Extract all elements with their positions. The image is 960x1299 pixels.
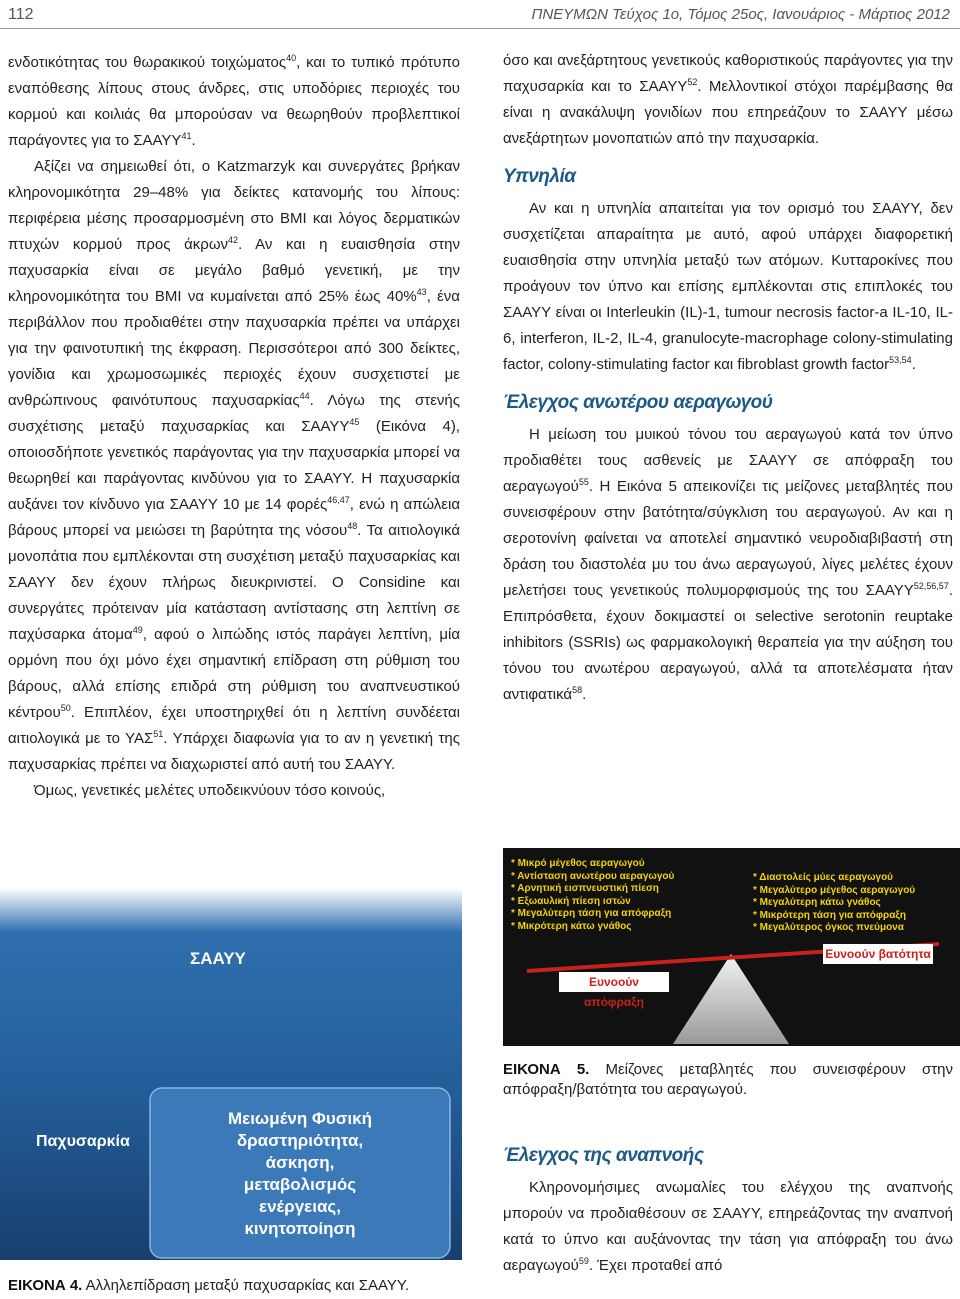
activity-line-5: ενέργειας, (259, 1197, 341, 1216)
obesity-label: Παχυσαρκία (36, 1133, 130, 1150)
activity-line-4: μεταβολισμός (243, 1175, 357, 1194)
right-column-bottom (503, 1143, 953, 1279)
balance-fulcrum (673, 954, 789, 1044)
left-paragraph-2: Αξίζει να σημειωθεί ότι, ο Katzmarzyk και συνεργάτες βρήκαν κληρονομικότητα 29–48% για δείκτες κατανομής του λίπους: περιφέρεια μέσης προσαρμοσμένη στο BMI και λόγος δερματικών πτυχών κορμού προς άκρων$^{42}$. Αν και η ευαισθησία στην παχυσαρκία είναι σε μεγάλο βαθμό γενετική, με την κληρονομικότητα του BMI να κυμαίνεται από 25% έως 40%$^{43}$, ένα περιβάλλον που προδιαθέτει στην παχυσαρκία πρέπει να υπάρχει για την φαινοτυπική της έκφραση. Περισσότεροι από 300 δείκτες, γονίδια και χρωμοσωμικές περιοχές έχουν συσχετιστεί με ανθρώπινους φαινότυπους παχυσαρκίας$^{44}$. Λόγω της στενής συσχέτισης μεταξύ παχυσαρκίας και ΣΑΑΥΥ$^{45}$ (Εικόνα 4), οποιοσδήποτε γενετικός παράγοντας για την παχυσαρκία μπορεί να θεωρηθεί και παράγοντας κινδύνου για το ΣΑΑΥΥ. Η παχυσαρκία αυξάνει τον κίνδυνο για ΣΑΑΥΥ 10 με 14 φορές$^{46,47}$, ενώ η απώλεια βάρους μπορεί να μειώσει τη βαρύτητα της νόσου$^{48}$. Τα αιτιολογικά μονοπάτια που εμπλέκονται στη συσχέτιση μεταξύ παχυσαρκίας και ΣΑΑΥΥ δεν έχουν πλήρως διευκρινιστεί. Ο Considine και συνεργάτες πρότειναν μία κατάσταση αντίστασης στη λεπτίνη σε παχύσαρκα άτομα$^{49}$, αφού ο λιπώδης ιστός παράγει λεπτίνη, μία ορμόνη που όχι μόνο έχει σημαντική επίδραση στη ρύθμιση του βάρους, αλλά επίσης επιδρά στη ρύθμιση του αναπνευστικού κέντρου$^{50}$. Επιπλέον, έχει υποστηριχθεί ότι η λεπτίνη συνδέεται αιτιολογικά με το ΥΑΣ$^{51}$. Υπάρχει διαφωνία για το αν η γενετική της παχυσαρκίας πρέπει να διαχωριστεί από αυτή του ΣΑΑΥΥ. (8, 158, 460, 773)
activity-line-3: άσκηση, (265, 1153, 335, 1172)
figure-4-caption: ΕΙΚΟΝΑ 4. Αλληλεπίδραση μεταξύ παχυσαρκίας και ΣΑΑΥΥ. (8, 1277, 410, 1294)
list-item: * Μεγαλύτερη κάτω γνάθος (753, 897, 881, 908)
left-paragraph-3: Όμως, γενετικές μελέτες υποδεικνύουν τόσο κοινούς, (34, 782, 386, 799)
heading-sleepiness: Υπνηλία (503, 166, 576, 187)
left-paragraph-1: ενδοτικότητας του θωρακικού τοιχώματος$^{40}$, και το τυπικό πρότυπο εναπόθεσης λίπους στους άνδρες, στις υποδόριες περιοχές του κορμού και κοιλιάς θα μπορούσαν να θεωρηθούν προβλεπτικοί παράγοντες για το ΣΑΑΥΥ$^{41}$. (8, 53, 460, 149)
list-item: * Αντίσταση ανωτέρου αεραγωγού (511, 870, 675, 882)
list-item: * Μικρότερη κάτω γνάθος (511, 920, 632, 932)
heading-upper-airway: Έλεγχος ανωτέρου αεραγωγού (503, 392, 773, 413)
activity-line-6: κινητοποίηση (244, 1219, 356, 1238)
list-item: * Μεγαλύτερη τάση για απόφραξη (511, 908, 672, 919)
right-column (503, 48, 953, 708)
activity-line-1: Μειωμένη Φυσική (227, 1109, 373, 1128)
list-item: * Μεγαλύτερος όγκος πνεύμονα (753, 922, 904, 933)
journal-title: ΠΝΕΥΜΩΝ Τεύχος 1ο, Τόμος 25ος, Ιανουάριος - Μάρτιος 2012 (531, 6, 950, 23)
heading-breathing-control: Έλεγχος της αναπνοής (503, 1145, 704, 1166)
activity-line-2: δραστηριότητα, (236, 1131, 364, 1150)
right-paragraph-4: Κληρονομήσιμες ανωμαλίες του ελέγχου της αναπνοής μπορούν να προδιαθέσουν σε ΣΑΑΥΥ, επηρεάζοντας την αναπνοή κατά το ύπνο και αυξάνοντας την τάση για απόφραξη του άνω αεραγωγού$^{59}$. Έχει προταθεί από (503, 1179, 953, 1274)
saayy-label: ΣΑΑΥΥ (190, 949, 246, 968)
favor-patency-box: Ευνοούν βατότητα (823, 944, 933, 964)
figure-4 (0, 888, 462, 1260)
list-item: * Μικρότερη τάση για απόφραξη (753, 909, 906, 921)
favor-obstruction-box: Ευνοούν απόφραξη (559, 972, 669, 992)
figure-5-caption: ΕΙΚΟΝΑ 5. Μείζονες μεταβλητές που συνεισφέρουν στην απόφραξη/βατότητα του αεραγωγού. (503, 1061, 953, 1098)
list-item: * Μικρό μέγεθος αεραγωγού (511, 858, 645, 869)
list-item: * Αρνητική εισπνευστική πίεση (511, 883, 659, 894)
right-paragraph-2: Αν και η υπνηλία απαιτείται για τον ορισμό του ΣΑΑΥΥ, δεν συσχετίζεται απαραίτητα με αυτό, αφού υπάρχει διαφορετική ευαισθησία στην υπνηλία μεταξύ των ατόμων. Κυτταροκίνες που προάγουν τον ύπνο και επίσης εμπλέκονται στις επιπλοκές του ΣΑΑΥΥ είναι οι Interleukin (IL)-1, tumour necrosis factor-a IL-10, IL-6, interferon, IL-2, IL-4, granulocyte-macrophage colony-stimulating factor, colony-stimulating factor και fibroblast growth factor$^{53,54}$. (503, 200, 953, 373)
list-item: * Εξωαυλική πίεση ιστών (511, 895, 631, 907)
list-item: * Μεγαλύτερο μέγεθος αεραγωγού (753, 884, 916, 896)
right-paragraph-1: όσο και ανεξάρτητους γενετικούς καθοριστικούς παράγοντες για την παχυσαρκία και το ΣΑΑΥΥ$^{52}$. Μελλοντικοί στόχοι παρέμβασης θα είναι η ανακάλυψη γονιδίων που επηρεάζουν το ΣΑΑΥΥ μέσω ανεξάρτητων μονοπατιών από την παχυσαρκία. (503, 52, 953, 147)
left-column (8, 50, 460, 804)
list-item: * Διαστολείς μύες αεραγωγού (753, 872, 893, 883)
page-number: 112 (8, 6, 34, 23)
figure-5 (503, 848, 960, 1046)
header-rule (0, 28, 960, 29)
right-paragraph-3: Η μείωση του μυικού τόνου του αεραγωγού κατά τον ύπνο προδιαθέτει τους ασθενείς με ΣΑΑΥΥ σε απόφραξη του αεραγωγού$^{55}$. Η Εικόνα 5 απεικονίζει τις μείζονες μεταβλητές που συνεισφέρουν στην βατότητα/σύγκλιση του αεραγωγού. Αν και η σεροτονίνη φαίνεται να αποτελεί σημαντικό νευροδιαβιβαστή στη δράση του διαστολέα μυ του άνω αεραγωγού, λίγες μελέτες έχουν μελετήσει τους γενετικούς πολυμορφισμούς της του ΣΑΑΥΥ$^{52,56,57}$. Επιπρόσθετα, έχουν δοκιμαστεί οι selective serotonin reuptake inhibitors (SSRIs) ως φαρμακολογική θεραπεία για την αύξηση του τόνου του ανωτέρου αεραγωγού, αλλά τα αποτελέσματα ήταν αντιφατικά$^{58}$. (503, 426, 953, 703)
